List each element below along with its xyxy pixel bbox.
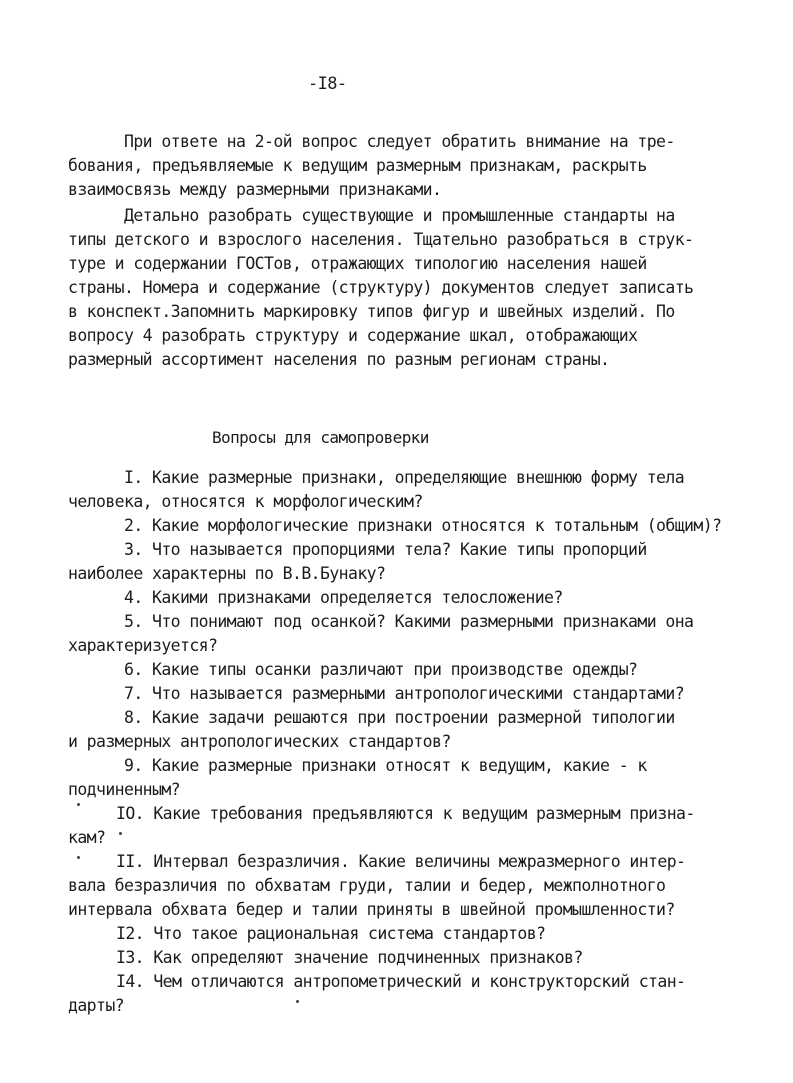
- question-line-21: I3. Как определяют значение подчиненных признаков?: [116, 948, 583, 967]
- question-line-10: 7. Что называется размерными антропологическими стандартами?: [124, 684, 685, 703]
- scan-speck: [296, 1000, 299, 1003]
- question-line-22: I4. Чем отличаются антропометрический и конструкторский стан-: [116, 972, 686, 991]
- body-line-1: При ответе на 2-ой вопрос следует обратить внимание на тре-: [124, 132, 675, 151]
- body-line-6: туре и содержании ГОСТов, отражающих типологию населения нашей: [68, 254, 647, 273]
- page-number: -I8-: [308, 74, 347, 94]
- question-line-7: 5. Что понимают под осанкой? Какими размерными признаками она: [124, 612, 694, 631]
- question-line-19: интервала обхвата бедер и талии приняты в швейной промышленности?: [68, 900, 675, 919]
- question-line-1: I. Какие размерные признаки, определяющие внешнюю форму тела: [124, 468, 685, 487]
- scan-speck: [77, 803, 80, 806]
- body-line-8: в конспект.Запомнить маркировку типов фигур и швейных изделий. По: [68, 302, 675, 321]
- body-line-2: бования, предъявляемые к ведущим размерным признакам, раскрыть: [68, 156, 647, 175]
- question-line-18: вала безразличия по обхватам груди, талии и бедер, межполнотного: [68, 876, 666, 895]
- question-line-17: II. Интервал безразличия. Какие величины межразмерного интер-: [116, 852, 686, 871]
- question-line-14: подчиненным?: [68, 780, 181, 799]
- question-line-11: 8. Какие задачи решаются при построении размерной типологии: [124, 708, 675, 727]
- body-line-10: размерный ассортимент населения по разным регионам страны.: [68, 350, 610, 369]
- scan-speck: [119, 832, 122, 835]
- section-heading: Вопросы для самопроверки: [212, 428, 429, 447]
- question-line-16: кам?: [68, 828, 106, 847]
- question-line-13: 9. Какие размерные признаки относят к ведущим, какие - к: [124, 756, 647, 775]
- body-line-4: Детально разобрать существующие и промышленные стандарты на: [124, 206, 675, 225]
- question-line-23: дарты?: [68, 996, 125, 1015]
- question-line-12: и размерных антропологических стандартов?: [68, 732, 451, 751]
- question-line-5: наиболее характерны по В.В.Бунаку?: [68, 564, 386, 583]
- question-line-15: IO. Какие требования предъявляются к ведущим размерным призна-: [116, 804, 695, 823]
- question-line-20: I2. Что такое рациональная система стандартов?: [116, 924, 546, 943]
- question-line-6: 4. Какими признаками определяется телосложение?: [124, 588, 563, 607]
- question-line-3: 2. Какие морфологические признаки относятся к тотальным (общим)?: [124, 516, 722, 535]
- body-line-3: взаимосвязь между размерными признаками.: [68, 180, 442, 199]
- body-line-7: страны. Номера и содержание (структуру) документов следует записать: [68, 278, 694, 297]
- question-line-9: 6. Какие типы осанки различают при производстве одежды?: [124, 660, 638, 679]
- question-line-8: характеризуется?: [68, 636, 218, 655]
- body-line-9: вопросу 4 разобрать структуру и содержание шкал, отображающих: [68, 326, 638, 345]
- body-line-5: типы детского и взрослого населения. Тщательно разобраться в струк-: [68, 230, 694, 249]
- question-line-2: человека, относятся к морфологическим?: [68, 492, 423, 511]
- scan-speck: [77, 856, 80, 859]
- question-line-4: 3. Что называется пропорциями тела? Какие типы пропорций: [124, 540, 647, 559]
